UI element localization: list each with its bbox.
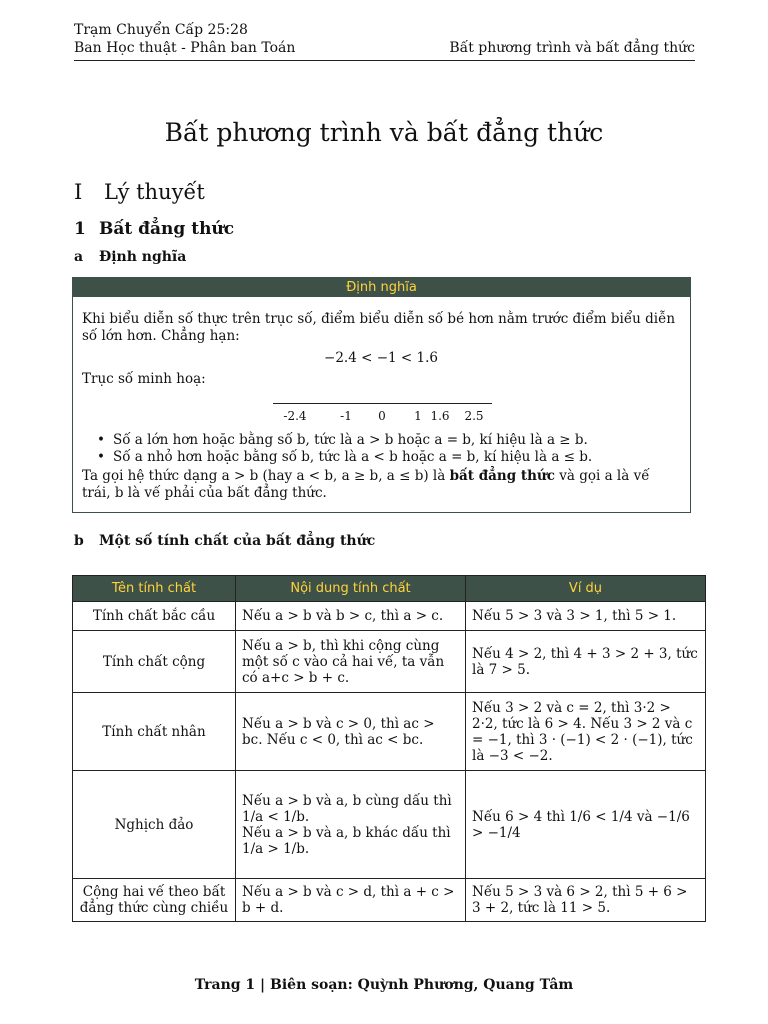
- table-row: [73, 631, 706, 693]
- definition-body: [82, 311, 680, 502]
- property-content: Nếu a > b và c > 0, thì ac > bc. Nếu c < 0, thì ac < bc.: [236, 693, 466, 771]
- header-rule: [74, 60, 695, 61]
- header-line-2: [74, 40, 695, 57]
- number-line-tick: 1.6: [430, 409, 450, 423]
- definition-box: [72, 277, 691, 513]
- part-number: I: [74, 180, 83, 204]
- page-title: Bất phương trình và bất đẳng thức: [164, 118, 604, 147]
- subsection-b-number: b: [74, 533, 84, 549]
- property-example: Nếu 5 > 3 và 6 > 2, thì 5 + 6 > 3 + 2, tức là 11 > 5.: [466, 879, 706, 922]
- definition-box-heading: Định nghĩa: [73, 278, 690, 297]
- axis-caption: Trục số minh hoạ:: [82, 371, 206, 387]
- property-content: Nếu a > b và b > c, thì a > c.: [236, 602, 466, 631]
- number-line-tick: -1: [340, 409, 352, 423]
- table-header-row: [73, 576, 706, 602]
- subsection-a-label: Định nghĩa: [99, 249, 187, 265]
- property-example: Nếu 5 > 3 và 3 > 1, thì 5 > 1.: [466, 602, 706, 631]
- subsection-b-heading: [74, 533, 375, 549]
- inverse-diff-sign-text: Nếu a > b và a, b khác dấu thì: [242, 824, 451, 841]
- property-example: Nếu 3 > 2 và c = 2, thì 3·2 > 2·2, tức là 6 > 4. Nếu 3 > 2 và c = −1, thì 3 · (−1) < 2 · (−1), tức là −3 < −2.: [466, 693, 706, 771]
- subsection-a-number: a: [74, 249, 84, 265]
- property-name: Cộng hai vế theo bất đẳng thức cùng chiều: [73, 879, 236, 922]
- header-department: Ban Học thuật - Phân ban Toán: [74, 40, 296, 56]
- property-content: Nếu a > b và c > d, thì a + c > b + d.: [236, 879, 466, 922]
- inverse-example-math: 1/6 < 1/4 và −1/6 > −1/4: [472, 808, 690, 841]
- conclusion-keyword: bất đẳng thức: [449, 468, 555, 484]
- number-line-axis: [273, 403, 492, 404]
- property-name: Nghịch đảo: [73, 771, 236, 879]
- section-heading: [74, 219, 234, 239]
- property-name: Tính chất cộng: [73, 631, 236, 693]
- conclusion-text-end: và gọi a là vế trái, b là vế phải của bất đẳng thức.: [82, 468, 650, 501]
- page-footer: Trang 1 | Biên soạn: Quỳnh Phương, Quang Tâm: [194, 977, 574, 993]
- column-header: Tên tính chất: [73, 576, 236, 602]
- inverse-same-sign-math: 1/a < 1/b.: [242, 808, 310, 825]
- property-content: Nếu a > b, thì khi cộng cùng một số c vào cả hai vế, ta vẫn có a+c > b + c.: [236, 631, 466, 693]
- subsection-a-heading: [74, 249, 186, 265]
- table-row: [73, 602, 706, 631]
- property-name: Tính chất bắc cầu: [73, 602, 236, 631]
- number-line: [82, 390, 680, 426]
- inverse-example-text: Nếu 6 > 4 thì: [472, 808, 565, 825]
- header-topic: Bất phương trình và bất đẳng thức: [449, 40, 695, 56]
- list-item: • Số a lớn hơn hoặc bằng số b, tức là a > b hoặc a = b, kí hiệu là a ≥ b.: [82, 432, 680, 449]
- property-name: Tính chất nhân: [73, 693, 236, 771]
- property-content: [236, 771, 466, 879]
- number-line-tick: 2.5: [464, 409, 484, 423]
- number-line-tick: 0: [378, 409, 386, 423]
- definition-bullets: [82, 432, 680, 466]
- conclusion-text: Ta gọi hệ thức dạng a > b (hay a < b, a ≥ b, a ≤ b) là: [82, 468, 450, 484]
- property-example: Nếu 4 > 2, thì 4 + 3 > 2 + 3, tức là 7 > 5.: [466, 631, 706, 693]
- property-example: [466, 771, 706, 879]
- number-line-tick: -2.4: [283, 409, 307, 423]
- column-header: Ví dụ: [466, 576, 706, 602]
- properties-table: [72, 575, 706, 922]
- section-number: 1: [74, 219, 86, 239]
- section-label: Bất đẳng thức: [99, 219, 235, 239]
- subsection-b-label: Một số tính chất của bất đẳng thức: [99, 533, 376, 549]
- definition-conclusion: [82, 468, 680, 502]
- part-heading: [74, 180, 205, 204]
- number-line-tick: 1: [414, 409, 422, 423]
- inverse-same-sign-text: Nếu a > b và a, b cùng dấu thì: [242, 792, 452, 809]
- definition-inequality: −2.4 < −1 < 1.6: [324, 350, 438, 366]
- definition-intro: Khi biểu diễn số thực trên trục số, điểm biểu diễn số bé hơn nằm trước điểm biểu diễn số lớn hơn. Chẳng hạn:: [82, 311, 676, 344]
- column-header: Nội dung tính chất: [236, 576, 466, 602]
- header-doc-name: Trạm Chuyển Cấp 25:28: [74, 22, 248, 38]
- table-row: [73, 693, 706, 771]
- part-label: Lý thuyết: [104, 180, 205, 204]
- inverse-diff-sign-math: 1/a > 1/b.: [242, 840, 310, 857]
- list-item: • Số a nhỏ hơn hoặc bằng số b, tức là a < b hoặc a = b, kí hiệu là a ≤ b.: [82, 449, 680, 466]
- table-row: [73, 879, 706, 922]
- table-row: [73, 771, 706, 879]
